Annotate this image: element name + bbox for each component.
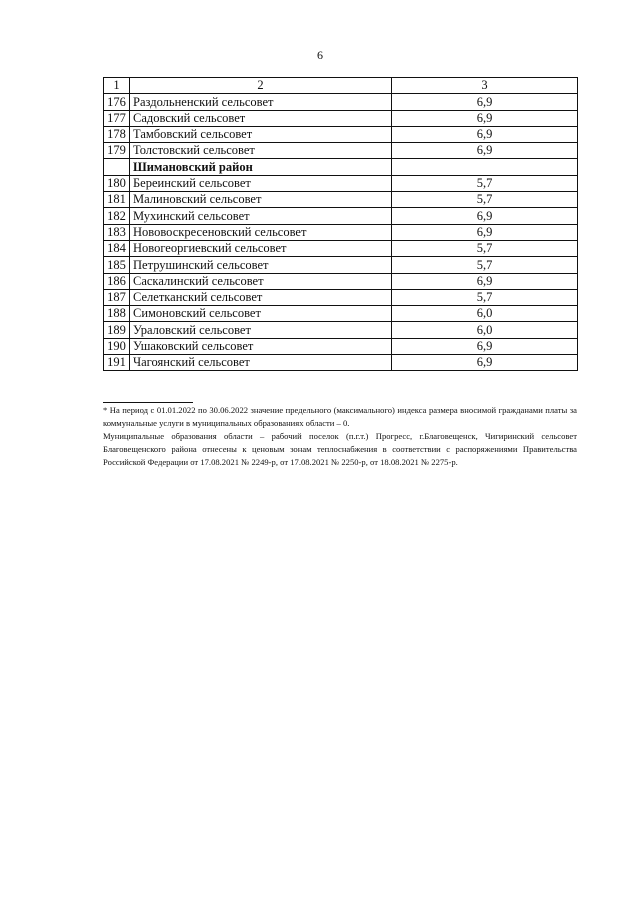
municipality-name: Раздольненский сельсовет — [130, 94, 392, 110]
row-number-cell — [104, 159, 130, 175]
table-row — [104, 289, 578, 305]
index-value-cell — [392, 159, 578, 175]
municipality-name: Ураловский сельсовет — [130, 322, 392, 338]
rate-index-table — [103, 77, 578, 371]
table-row — [104, 175, 578, 191]
index-value: 6,9 — [392, 143, 578, 159]
row-number: 177 — [104, 110, 130, 126]
index-value: 6,9 — [392, 224, 578, 240]
municipality-name: Садовский сельсовет — [130, 110, 392, 126]
row-number: 178 — [104, 126, 130, 142]
header-col-municipality: 2 — [130, 78, 392, 94]
municipality-name: Мухинский сельсовет — [130, 208, 392, 224]
index-value: 6,9 — [392, 273, 578, 289]
row-number: 179 — [104, 143, 130, 159]
municipality-name: Саскалинский сельсовет — [130, 273, 392, 289]
district-name: Шимановский район — [130, 159, 392, 175]
index-value: 5,7 — [392, 175, 578, 191]
municipality-name: Петрушинский сельсовет — [130, 257, 392, 273]
index-value: 6,9 — [392, 94, 578, 110]
row-number: 188 — [104, 306, 130, 322]
page-number: 6 — [317, 48, 323, 62]
row-number: 181 — [104, 192, 130, 208]
table-row — [104, 338, 578, 354]
municipality-name: Береинский сельсовет — [130, 175, 392, 191]
footnote-period: * На период с 01.01.2022 по 30.06.2022 значение предельного (максимального) индекса размера вносимой гражданами платы за коммунальные услуги в муниципальных образованиях области – 0. — [103, 405, 577, 428]
table-row — [104, 257, 578, 273]
municipality-name: Симоновский сельсовет — [130, 306, 392, 322]
row-number: 189 — [104, 322, 130, 338]
table-row — [104, 240, 578, 256]
row-number: 183 — [104, 224, 130, 240]
table-row — [104, 322, 578, 338]
row-number: 190 — [104, 338, 130, 354]
index-value: 6,0 — [392, 322, 578, 338]
index-value: 6,9 — [392, 110, 578, 126]
row-number: 185 — [104, 257, 130, 273]
municipality-name: Чагоянский сельсовет — [130, 355, 392, 371]
index-value: 5,7 — [392, 240, 578, 256]
district-header-row — [104, 159, 578, 175]
municipality-name: Ушаковский сельсовет — [130, 338, 392, 354]
table-row — [104, 192, 578, 208]
footnote-price-zones: Муниципальные образования области – рабочий поселок (п.г.т.) Прогресс, г.Благовещенск, Чигиринский сельсовет Благовещенского района отнесены к ценовым зонам теплоснабжения в соответствии с распоряжениями Правительства Российской Федерации от 17.08.2021 № 2249-р, от 17.08.2021 № 2250-р, от 18.08.2021 № 2275-р. — [103, 431, 577, 467]
table-row — [104, 355, 578, 371]
table-row — [104, 110, 578, 126]
row-number: 176 — [104, 94, 130, 110]
index-value: 6,9 — [392, 208, 578, 224]
row-number: 184 — [104, 240, 130, 256]
municipality-name: Тамбовский сельсовет — [130, 126, 392, 142]
index-value: 5,7 — [392, 257, 578, 273]
header-col-number: 1 — [104, 78, 130, 94]
index-value: 5,7 — [392, 289, 578, 305]
table-row — [104, 208, 578, 224]
table-row — [104, 224, 578, 240]
table-row — [104, 273, 578, 289]
table-row — [104, 306, 578, 322]
table-row — [104, 94, 578, 110]
row-number: 191 — [104, 355, 130, 371]
header-col-index: 3 — [392, 78, 578, 94]
table-header-row — [104, 78, 578, 94]
table-row — [104, 126, 578, 142]
municipality-name: Толстовский сельсовет — [130, 143, 392, 159]
index-value: 6,9 — [392, 126, 578, 142]
row-number: 187 — [104, 289, 130, 305]
index-value: 6,0 — [392, 306, 578, 322]
row-number: 180 — [104, 175, 130, 191]
index-value: 6,9 — [392, 355, 578, 371]
index-value: 6,9 — [392, 338, 578, 354]
index-value: 5,7 — [392, 192, 578, 208]
municipality-name: Нововоскресеновский сельсовет — [130, 224, 392, 240]
municipality-name: Новогеоргиевский сельсовет — [130, 240, 392, 256]
municipality-name: Селетканский сельсовет — [130, 289, 392, 305]
municipality-name: Малиновский сельсовет — [130, 192, 392, 208]
table-row — [104, 143, 578, 159]
row-number: 182 — [104, 208, 130, 224]
footnote-separator — [103, 402, 193, 403]
row-number: 186 — [104, 273, 130, 289]
